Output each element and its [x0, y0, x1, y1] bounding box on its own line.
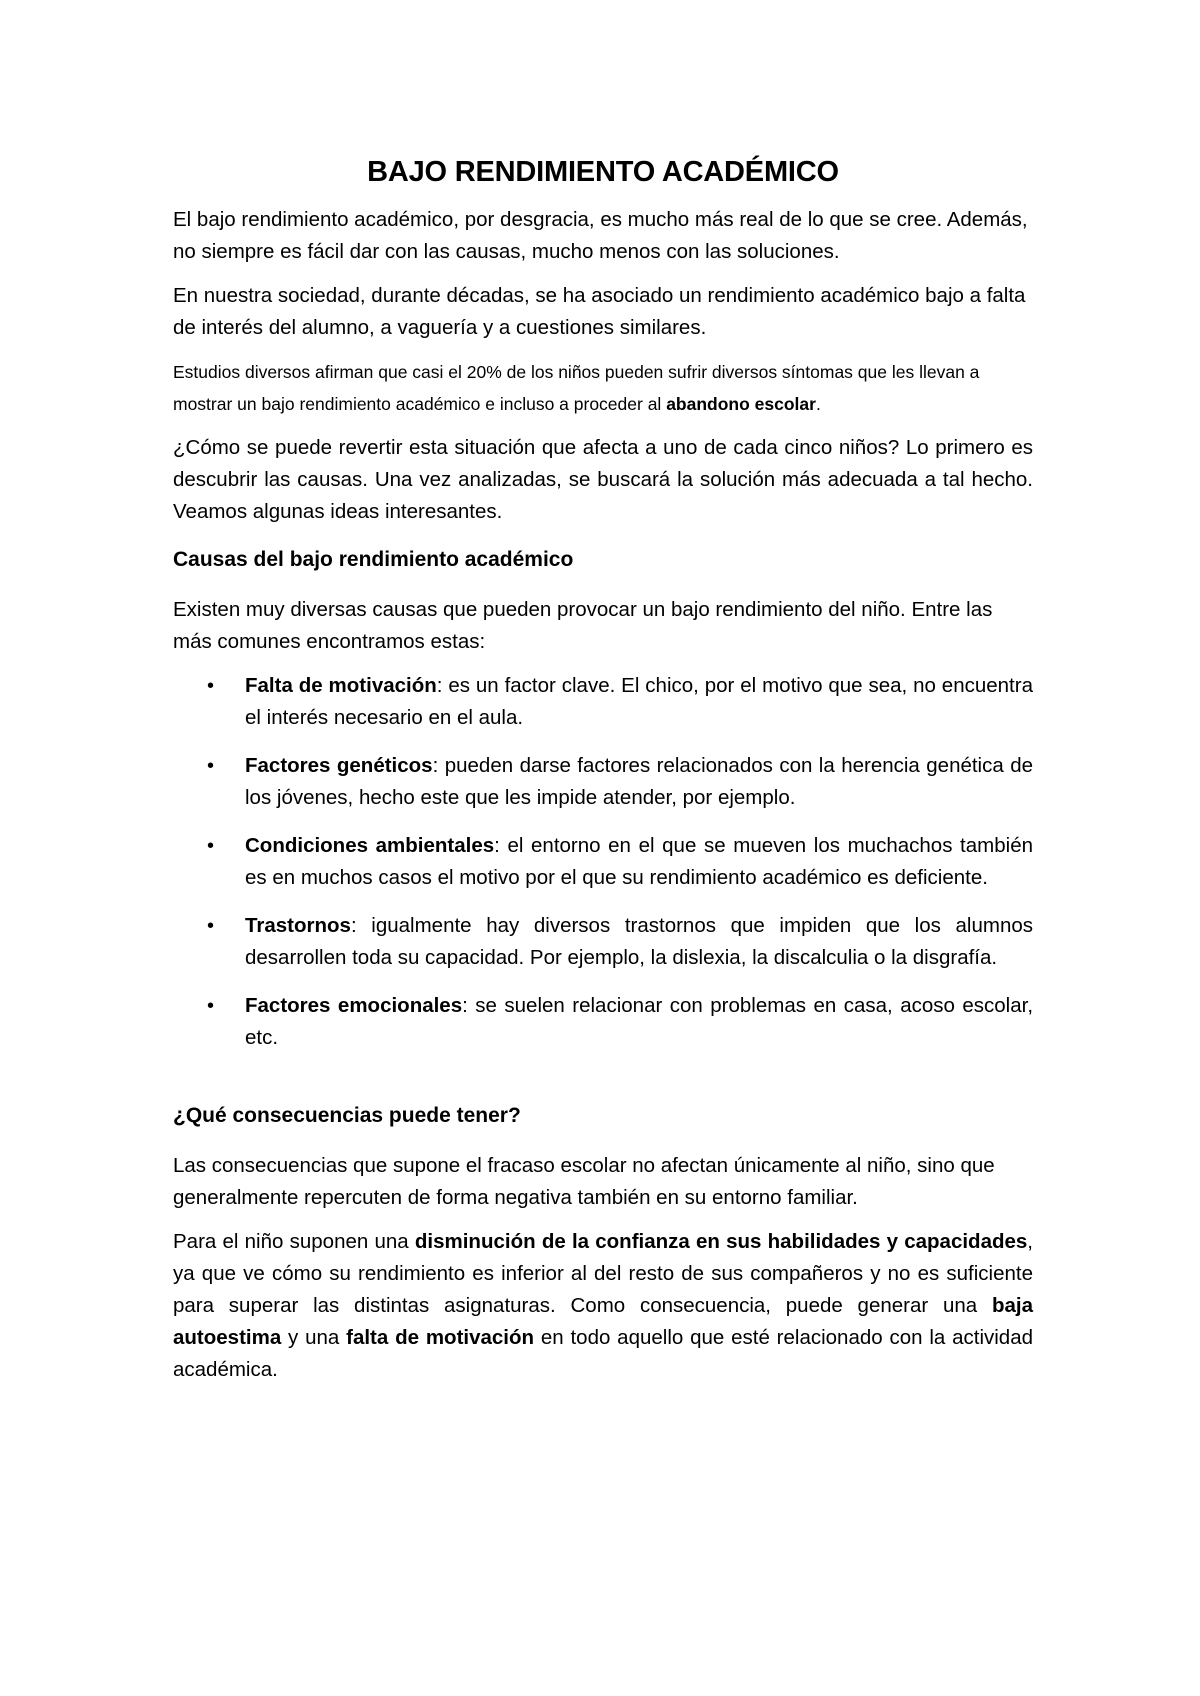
- intro-paragraph-3-text: Estudios diversos afirman que casi el 20% de los niños pueden sufrir diversos síntomas que les llevan a mostrar un bajo rendimiento académico e incluso a proceder al: [173, 362, 980, 414]
- bullet-icon: •: [207, 835, 215, 857]
- causes-heading: Causas del bajo rendimiento académico: [173, 548, 574, 571]
- consequences-text-g: en todo aquello que esté relacionado con la actividad académica.: [173, 1326, 1034, 1381]
- consequences-paragraph-1: Las consecuencias que supone el fracaso escolar no afectan únicamente al niño, sino que generalmente repercuten de forma negativa también en su entorno familiar.: [173, 1154, 995, 1209]
- intro-paragraph-4: ¿Cómo se puede revertir esta situación que afecta a uno de cada cinco niños? Lo primero es descubrir las causas. Una vez analizadas, se buscará la solución más adecuada a tal hecho. Veamos algunas ideas interesantes.: [173, 436, 1033, 523]
- list-item: [207, 750, 1034, 814]
- consequences-heading: ¿Qué consecuencias puede tener?: [173, 1104, 521, 1127]
- bullet-icon: •: [207, 995, 215, 1017]
- bullet-icon: •: [207, 915, 215, 937]
- abandono-escolar-emphasis: abandono escolar: [666, 394, 816, 414]
- motivation-emphasis: falta de motivación: [346, 1326, 535, 1349]
- bullet-icon: •: [207, 675, 215, 697]
- cause-text: : pueden darse factores relacionados con la herencia genética de los jóvenes, hecho este que les impide atender, por ejemplo.: [245, 754, 1034, 809]
- cause-term: Factores genéticos: [245, 754, 433, 777]
- consequences-text-c: , ya que ve cómo su rendimiento es inferior al del resto de sus compañeros y no es suficiente para superar las distintas asignaturas. Como consecuencia, puede generar una: [173, 1230, 1033, 1317]
- causes-list: [173, 670, 1033, 1054]
- cause-term: Condiciones ambientales: [245, 834, 495, 857]
- intro-paragraph-3: [173, 356, 1033, 420]
- cause-text: : el entorno en el que se mueven los muchachos también es en muchos casos el motivo por el que su rendimiento académico es deficiente.: [245, 834, 1033, 889]
- causes-intro: Existen muy diversas causas que pueden provocar un bajo rendimiento del niño. Entre las más comunes encontramos estas:: [173, 598, 993, 653]
- consequences-text-e: y una: [281, 1326, 347, 1349]
- self-esteem-emphasis: baja autoestima: [173, 1294, 1033, 1349]
- consequences-text-a: Para el niño suponen una: [173, 1230, 415, 1253]
- list-item: [207, 990, 1034, 1054]
- document-title: BAJO RENDIMIENTO ACADÉMICO: [367, 156, 839, 188]
- cause-text: : igualmente hay diversos trastornos que impiden que los alumnos desarrollen toda su capacidad. Por ejemplo, la dislexia, la discalculia o la disgrafía.: [245, 914, 1033, 969]
- confidence-emphasis: disminución de la confianza en sus habilidades y capacidades: [414, 1230, 1028, 1253]
- consequences-paragraph-2: [173, 1226, 1033, 1386]
- bullet-icon: •: [207, 755, 215, 777]
- cause-term: Factores emocionales: [245, 994, 463, 1017]
- list-item: [207, 910, 1033, 974]
- document-page: [173, 140, 1033, 1398]
- cause-text: : se suelen relacionar con problemas en casa, acoso escolar, etc.: [245, 994, 1034, 1049]
- intro-paragraph-3-end: .: [815, 394, 821, 414]
- cause-text: : es un factor clave. El chico, por el motivo que sea, no encuentra el interés necesario en el aula.: [245, 674, 1033, 729]
- intro-paragraph-2: En nuestra sociedad, durante décadas, se ha asociado un rendimiento académico bajo a falta de interés del alumno, a vaguería y a cuestiones similares.: [173, 284, 1026, 339]
- cause-term: Trastornos: [245, 914, 351, 937]
- list-item: [207, 670, 1033, 734]
- list-item: [207, 830, 1033, 894]
- cause-term: Falta de motivación: [245, 674, 437, 697]
- intro-paragraph-1: El bajo rendimiento académico, por desgracia, es mucho más real de lo que se cree. Además, no siempre es fácil dar con las causas, mucho menos con las soluciones.: [173, 208, 1028, 263]
